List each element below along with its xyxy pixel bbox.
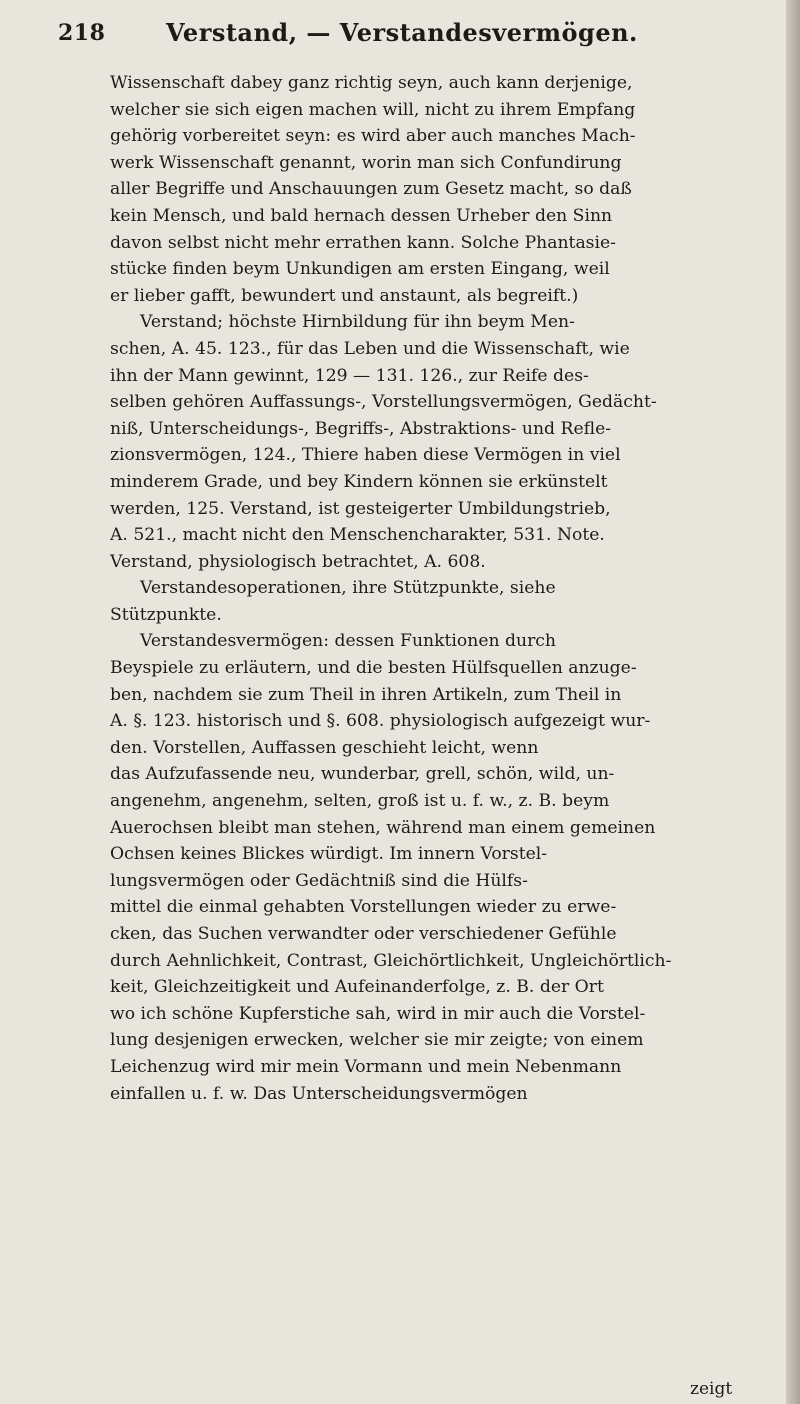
text-line: lungsvermögen oder Gedächtniß sind die Hülfs-: [110, 870, 528, 891]
text-line: gehörig vorbereitet seyn: es wird aber auch manches Mach-: [110, 126, 636, 147]
text-line: er lieber gafft, bewundert und anstaunt, als begreift.): [110, 285, 579, 306]
text-line: Stützpunkte.: [110, 604, 222, 625]
text-line: einfallen u. f. w. Das Unterscheidungsvermögen: [110, 1083, 528, 1104]
text-line: Beyspiele zu erläutern, und die besten Hülfsquellen anzuge-: [110, 658, 637, 679]
text-line: den. Vorstellen, Auffassen geschieht leicht, wenn: [110, 737, 539, 758]
text-line: Verstandesvermögen: dessen Funktionen durch: [140, 631, 557, 652]
text-line: lung desjenigen erwecken, welcher sie mir zeigte; von einem: [110, 1030, 644, 1051]
text-line: das Aufzufassende neu, wunderbar, grell, schön, wild, un-: [110, 764, 615, 785]
text-line: minderem Grade, und bey Kindern können sie erkünstelt: [110, 471, 608, 492]
text-line: A. §. 123. historisch und §. 608. physiologisch aufgezeigt wur-: [110, 711, 651, 732]
text-line: ihn der Mann gewinnt, 129 — 131. 126., zur Reife des-: [110, 365, 589, 386]
text-line: davon selbst nicht mehr errathen kann. Solche Phantasie-: [110, 232, 616, 253]
page-edge: [786, 0, 800, 1404]
body-text: [110, 70, 745, 1107]
text-line: keit, Gleichzeitigkeit und Aufeinanderfolge, z. B. der Ort: [110, 977, 604, 998]
text-line: A. 521., macht nicht den Menschencharakter, 531. Note.: [110, 525, 605, 546]
text-line: durch Aehnlichkeit, Contrast, Gleichörtlichkeit, Ungleichörtlich-: [110, 950, 672, 971]
text-line: Wissenschaft dabey ganz richtig seyn, auch kann derjenige,: [110, 73, 633, 93]
catchword: zeigt: [690, 1379, 733, 1399]
text-line: aller Begriffe und Anschauungen zum Gesetz macht, so daß: [110, 179, 632, 200]
text-line: welcher sie sich eigen machen will, nicht zu ihrem Empfang: [110, 99, 636, 120]
text-line: zionsvermögen, 124., Thiere haben diese Vermögen in viel: [110, 445, 621, 466]
page-number: 218: [58, 20, 106, 46]
text-line: schen, A. 45. 123., für das Leben und die Wissenschaft, wie: [110, 338, 630, 359]
text-line: stücke finden beym Unkundigen am ersten Eingang, weil: [110, 259, 610, 280]
text-line: niß, Unterscheidungs-, Begriffs-, Abstraktions- und Refle-: [110, 418, 612, 439]
text-line: cken, das Suchen verwandter oder verschiedener Gefühle: [110, 924, 617, 944]
text-line: angenehm, angenehm, selten, groß ist u. f. w., z. B. beym: [110, 791, 610, 812]
text-line: werk Wissenschaft genannt, worin man sich Confundirung: [110, 152, 622, 173]
text-line: kein Mensch, und bald hernach dessen Urheber den Sinn: [110, 205, 613, 226]
text-line: ben, nachdem sie zum Theil in ihren Artikeln, zum Theil in: [110, 684, 622, 705]
page-header: [58, 14, 738, 54]
text-line: Leichenzug wird mir mein Vormann und mein Nebenmann: [110, 1056, 622, 1077]
text-line: selben gehören Auffassungs-, Vorstellungsvermögen, Gedächt-: [110, 392, 657, 413]
text-line: Verstand; höchste Hirnbildung für ihn beym Men-: [140, 312, 575, 333]
running-head: Verstand, — Verstandesvermögen.: [166, 18, 638, 47]
text-line: Ochsen keines Blickes würdigt. Im innern Vorstel-: [110, 844, 548, 865]
text-line: Verstand, physiologisch betrachtet, A. 608.: [110, 551, 486, 572]
text-line: Verstandesoperationen, ihre Stützpunkte, siehe: [140, 578, 556, 599]
text-line: werden, 125. Verstand, ist gesteigerter Umbildungstrieb,: [110, 498, 611, 519]
text-line: Auerochsen bleibt man stehen, während man einem gemeinen: [110, 817, 656, 838]
text-line: mittel die einmal gehabten Vorstellungen wieder zu erwe-: [110, 897, 617, 918]
text-line: wo ich schöne Kupferstiche sah, wird in mir auch die Vorstel-: [110, 1003, 646, 1024]
